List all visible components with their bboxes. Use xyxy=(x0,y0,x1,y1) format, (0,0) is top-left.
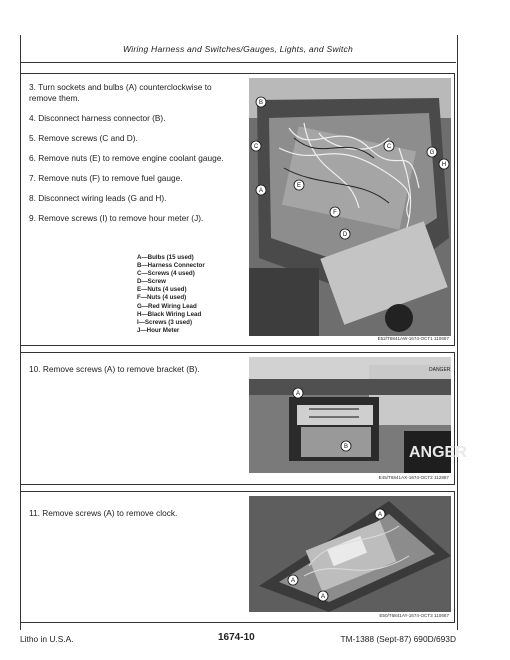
section-1-legend xyxy=(137,254,247,335)
page-header-title: Wiring Harness and Switches/Gauges, Lights, and Switch xyxy=(123,44,353,54)
step-3: 3. Turn sockets and bulbs (A) counterclockwise to remove them. xyxy=(29,82,212,103)
dashboard-wiring-illustration xyxy=(249,78,451,336)
step-9: 9. Remove screws (I) to remove hour meter (J). xyxy=(29,213,204,223)
footer-litho: Litho in U.S.A. xyxy=(20,634,74,644)
step-7: 7. Remove nuts (F) to remove fuel gauge. xyxy=(29,173,183,183)
callout-e: E xyxy=(296,183,302,189)
section-2-photo-caption: E45/T6841AX-1674-OCT2 112887 xyxy=(378,475,449,480)
section-3-photo-caption: E50/T6841AY-1674-OCT3 110687 xyxy=(379,613,449,618)
clock-illustration xyxy=(249,496,451,612)
legend-j: J—Hour Meter xyxy=(137,326,180,334)
legend-g: G—Red Wiring Lead xyxy=(137,302,197,310)
callout-c-2: C xyxy=(386,144,392,150)
legend-f: F—Nuts (4 used) xyxy=(137,294,187,302)
callout-c-1: C xyxy=(253,144,259,150)
legend-c: C—Screws (4 used) xyxy=(137,270,195,278)
step-6: 6. Remove nuts (E) to remove engine coolant gauge. xyxy=(29,153,224,163)
section-3-photo xyxy=(249,496,451,612)
callout-f: F xyxy=(333,210,337,216)
danger-decal-main: ANGER xyxy=(409,444,467,461)
callout-b: B xyxy=(343,444,349,450)
danger-decal-top: DANGER xyxy=(429,367,451,373)
callout-d: D xyxy=(342,232,348,238)
header-divider xyxy=(20,62,456,63)
section-3-panel xyxy=(20,491,455,623)
step-10: 10. Remove screws (A) to remove bracket (B). xyxy=(29,364,200,374)
section-1-photo xyxy=(249,78,451,336)
callout-g: G xyxy=(429,150,435,156)
callout-b: B xyxy=(258,100,264,106)
footer-manual-id: TM-1388 (Sept-87) 690D/693D xyxy=(340,634,456,644)
callout-h: H xyxy=(441,162,447,168)
section-2-photo xyxy=(249,357,467,473)
section-1-photo-caption: E52/T6841AW-1674-OCT1 110687 xyxy=(377,336,449,341)
legend-e: E—Nuts (4 used) xyxy=(137,286,187,294)
legend-i: I—Screws (3 used) xyxy=(137,318,193,326)
legend-a: A—Bulbs (15 used) xyxy=(137,254,194,261)
legend-b: B—Harness Connector xyxy=(137,262,205,270)
section-1-steps xyxy=(29,82,241,224)
step-4: 4. Disconnect harness connector (B). xyxy=(29,113,166,123)
legend-d: D—Screw xyxy=(137,278,166,286)
footer-page-number: 1674-10 xyxy=(218,632,255,643)
section-1-panel xyxy=(20,73,455,346)
step-8: 8. Disconnect wiring leads (G and H). xyxy=(29,193,167,203)
step-11: 11. Remove screws (A) to remove clock. xyxy=(29,508,178,518)
bracket-illustration xyxy=(249,357,467,473)
callout-a: A xyxy=(295,391,301,397)
step-5: 5. Remove screws (C and D). xyxy=(29,133,138,143)
legend-h: H—Black Wiring Lead xyxy=(137,310,202,318)
section-2-panel xyxy=(20,352,467,485)
callout-a-3: A xyxy=(320,594,326,600)
callout-a: A xyxy=(258,188,264,194)
callout-a-2: A xyxy=(290,578,296,584)
callout-a-1: A xyxy=(377,512,383,518)
